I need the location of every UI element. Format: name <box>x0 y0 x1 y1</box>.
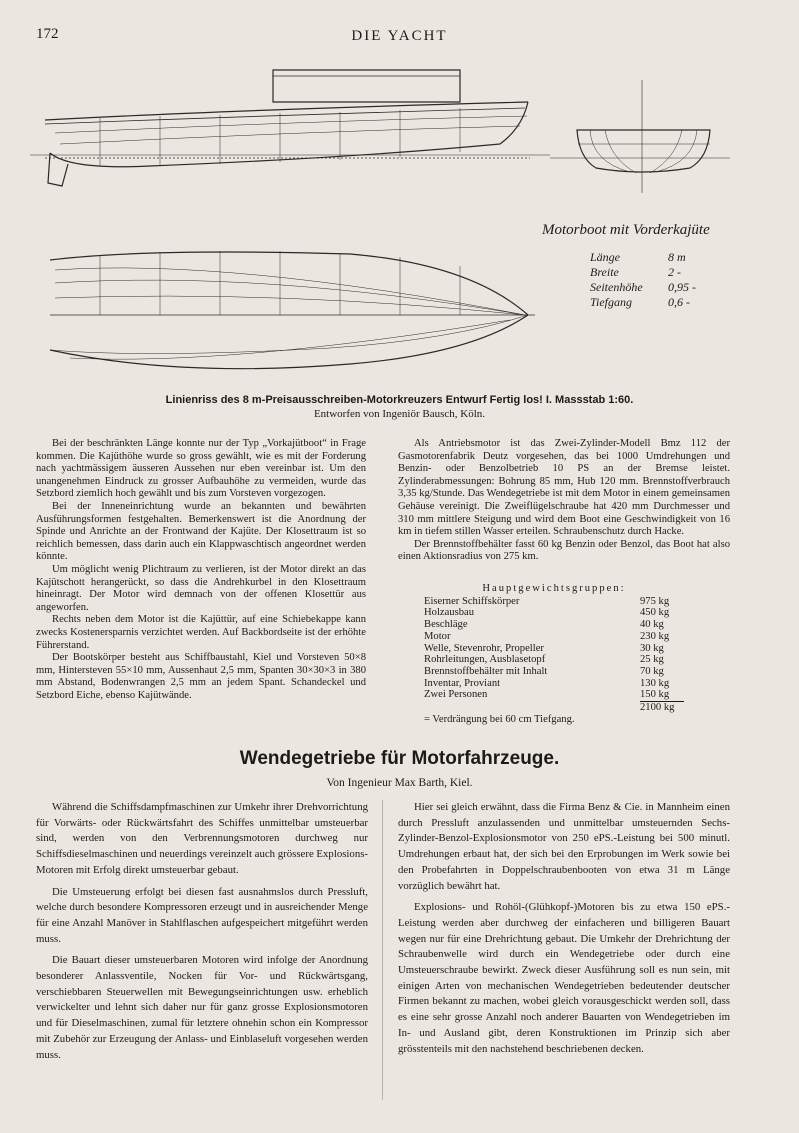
paragraph: Der Brennstoffbehälter fasst 60 kg Benzin oder Benzol, das Boot hat also einen Aktionsradius von 275 km. <box>398 538 730 563</box>
displacement-note: = Verdrängung bei 60 cm Tiefgang. <box>424 713 575 725</box>
hull-profile-deck <box>45 102 528 120</box>
spec-row-depth: Seitenhöhe 0,95 - <box>590 280 696 294</box>
weight-row: Brennstoffbehälter mit Inhalt 70 kg <box>424 665 664 677</box>
running-title: DIE YACHT <box>351 28 448 44</box>
spec-row-breadth: Breite 2 - <box>590 265 681 279</box>
spec-row-length: Länge 8 m <box>590 250 686 264</box>
paragraph: Als Antriebsmotor ist das Zwei-Zylinder-Modell Bmz 112 der Gasmotorenfabrik Deutz vorgesehen, das bei 1000 Umdrehungen und Benzin- oder Benzolbetrieb 10 PS an der Bremse leistet. Zylinderabmessungen: Bohrung 85 mm, Hub 120 mm. Brennstoffverbrauch 3,35 kg/Stunde. Das Wendegetriebe ist mit dem Motor in einem gemeinsamen Gehäuse vereinigt. Die Zweiflügelschraube hat 420 mm Durchmesser und 310 mm mittlere Steigung und wird dem Boot eine Geschwindigkeit von 16 km in tiefem stillen Wasser erteilen. Schraubenschutz durch Hacke. <box>398 438 730 538</box>
figure-credit: Entworfen von Ingeniör Bausch, Köln. <box>313 408 486 420</box>
weight-table-heading: Hauptgewichtsgruppen: <box>482 583 626 594</box>
article1-right-column <box>398 438 730 564</box>
weight-row: Holzausbau 450 kg <box>424 607 670 619</box>
weight-row: Beschläge 40 kg <box>424 619 664 631</box>
paragraph: Der Bootskörper besteht aus Schiffbaustahl, Kiel und Vorsteven 50×8 mm, Hintersteven 55×10 mm, Aussenhaut 2,5 mm, Spanten 30×30×3 in 380 mm Abstand, Bodenwrangen 2,5 mm an jedem Spant. Schandeckel und Setzbord Eiche, ebenso Kajütwände. <box>36 652 366 701</box>
paragraph: Die Bauart dieser umsteuerbaren Motoren wird infolge der Anordnung besonderer Anlassventile, Nocken für Vor- und Rückwärtsgang, verschiebbaren Steuerwellen mit Bewegungseinrichtungen usw. erheblich verwickelter und lehnt sich daher nur für ganz grosse Explosionsmotoren und für Dieselmaschinen, zumal für letztere ohnehin schon ein Kompressor mit Zubehör zur Erzeugung der Anlass- und Einblaseluft vorgesehen werden muss. <box>36 954 368 1061</box>
weight-row: Welle, Stevenrohr, Propeller 30 kg <box>424 642 664 654</box>
paragraph: Die Umsteuerung erfolgt bei diesen fast ausnahmslos durch Pressluft, welche durch besondere Kompressoren erzeugt und in ausreichender Menge für eine Anzahl Manöver in Stahlflaschen aufgespeichert mitgeführt werden muss. <box>36 885 368 945</box>
column-divider <box>382 800 383 1100</box>
weight-total: 2100 kg <box>424 701 684 714</box>
article-title: Wendegetriebe für Motorfahrzeuge. <box>239 748 560 769</box>
paragraph: Rechts neben dem Motor ist die Kajüttür, auf eine Schiebekappe kann zwecks Kostenersparnis verzichtet werden. Auf Backbordseite ist der erhöhte Führerstand. <box>36 614 366 651</box>
article2-right-column <box>398 800 730 1063</box>
page-number: 172 <box>36 26 59 42</box>
plan-outline-bottom <box>50 315 528 369</box>
plan-outline-top <box>50 252 528 315</box>
paragraph: Bei der Inneneinrichtung wurde an bekannten und bewährten Ausführungsformen festgehalten. Bemerkenswert ist die Anordnung der Spinde und Anrichte an der Frontwand der Kajüte. Der Klosettraum ist so reichlich bemessen, dass darin auch ein Klappwaschtisch angeordnet werden könnte. <box>36 500 366 563</box>
weight-row: Zwei Personen 150 kg <box>424 689 670 701</box>
hull-profile-bottom <box>50 102 528 167</box>
weight-table <box>424 583 684 725</box>
weight-row: Motor 230 kg <box>424 630 670 642</box>
weight-row: Eiserner Schiffskörper 975 kg <box>424 595 670 607</box>
paragraph: Hier sei gleich erwähnt, dass die Firma Benz & Cie. in Mannheim einen durch Pressluft anzulassenden und unmittelbar umsteuernden Sechs-Zylinder-Benzol-Explosionsmotor von 250 ePS.-Leistung bei 500 minutl. Umdrehungen erbaut hat, der sich bei den Erprobungen im Werk sowie bei den Probefahrten in Doppelschraubenbooten von etwa 31 m Länge vorzüglich bewährt hat. <box>398 801 730 892</box>
weight-row: Rohrleitungen, Ausblasetopf 25 kg <box>424 654 664 666</box>
paragraph: Bei der beschränkten Länge konnte nur der Typ „Vorkajütboot“ in Frage kommen. Die Kajüthöhe wurde so gross gewählt, wie es mit der Forderung nach yachtmässigem äusseren Aussehen nur eben vereinbar ist. Um den unangenehmen Eindruck zu grosser Aufbauhöhe zu vermeiden, wurde das Setzbord ziemlich hoch gewählt und bis zum Vorsteven vorgezogen. <box>36 438 366 500</box>
spec-row-draft: Tiefgang 0,6 - <box>590 295 690 309</box>
article2-left-column <box>36 800 368 1069</box>
paragraph: Während die Schiffsdampfmaschinen zur Umkehr ihrer Drehvorrichtung für Vorwärts- oder Rückwärtsfahrt des Schiffes unmittelbar umsteuerbar sind, werden von den Verbrennungsmotoren durchweg nur Schiffsdieselmaschinen und neuerdings vereinzelt auch grössere Explosions-Motoren mit Erfolg direkt umsteuerbar gebaut. <box>36 801 369 876</box>
spec-title: Motorboot mit Vorderkajüte <box>542 222 710 238</box>
figure-caption: Linienriss des 8 m-Preisausschreiben-Motorkreuzers Entwurf Fertig los! I. Massstab 1:60. <box>165 394 634 406</box>
weight-row: Inventar, Proviant 130 kg <box>424 677 670 689</box>
article-author: Von Ingenieur Max Barth, Kiel. <box>326 777 473 789</box>
article1-left-column <box>36 438 366 702</box>
paragraph: Explosions- und Rohöl-(Glühkopf-)Motoren bis zu etwa 150 ePS.-Leistung werden aber durchweg der einfacheren und billigeren Bauart wegen nur für eine Drehrichtung gebaut. Die Umkehr der Drehrichtung der Schraubenwelle wird durch ein Wendegetriebe oder durch eine Umsteuerschraube bewirkt. Zweck dieser Ausführung soll es nun sein, mit einigen Arten von mechanischen Wendegetrieben bedeutender deutscher Firmen bekannt zu machen, wobei gleich vorausgeschickt werden soll, dass es eine sehr grosse Anzahl noch anderer Bauarten von Wendegetrieben im In- und Ausland gibt, deren Konstruktionen im Prinzip sich aber grösstenteils mit den nachstehend beschriebenen decken. <box>398 901 730 1055</box>
paragraph: Um möglicht wenig Plichtraum zu verlieren, ist der Motor direkt an das Kajütschott herangerückt, so dass die Andrehkurbel in den Klosettraum hineinragt. Der Motor wird demnach von der offenen Klosettür aus angeworfen. <box>36 563 366 613</box>
cabin-top <box>273 70 460 102</box>
